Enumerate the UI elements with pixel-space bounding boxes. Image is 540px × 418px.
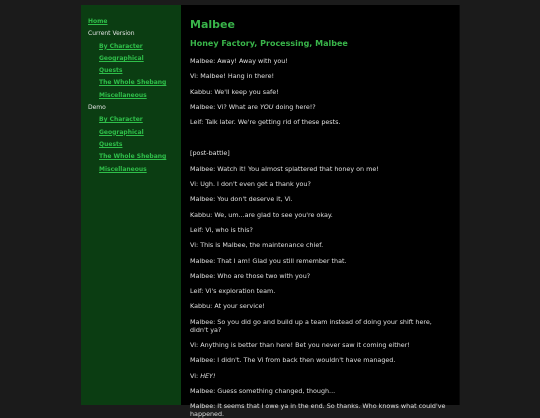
dialogue-text: Malbee: Vi? What are (190, 102, 260, 111)
stage-direction: [post-battle] (190, 149, 230, 158)
dialogue-line: Malbee: That I am! Glad you still remember that. (190, 256, 347, 265)
dialogue-line: Malbee: Watch it! You almost splattered that honey on me! (190, 164, 379, 173)
dialogue-line: Vi: Ugh. I don't even get a thank you? (190, 180, 311, 189)
sidebar-link-demo-whole-shebang[interactable]: The Whole Shebang (99, 153, 167, 161)
page-subtitle: Honey Factory, Processing, Malbee (190, 39, 348, 48)
page-title: Malbee (190, 18, 235, 31)
dialogue-text: doing here!? (273, 102, 316, 111)
dialogue-line: Malbee: Who are those two with you? (190, 271, 311, 280)
dialogue-line: Kabbu: At your service! (190, 302, 265, 311)
dialogue-line: Malbee: Away! Away with you! (190, 57, 288, 65)
sidebar-link-demo-quests[interactable]: Quests (99, 140, 123, 148)
dialogue-line: Malbee: You don't deserve it, Vi. (190, 195, 293, 204)
dialogue-line: Kabbu: We, um...are glad to see you're okay. (190, 210, 333, 219)
dialogue-line: Leif: Vi, who is this? (190, 225, 253, 234)
sidebar-link-demo-by-character[interactable]: By Character (99, 116, 143, 124)
sidebar-link-demo-miscellaneous[interactable]: Miscellaneous (99, 165, 147, 173)
sidebar-link-demo-geographical[interactable]: Geographical (99, 128, 144, 136)
sidebar-link-current-geographical[interactable]: Geographical (99, 54, 144, 62)
dialogue-text: Vi: (190, 371, 201, 380)
dialogue-line: Vi: This is Malbee, the maintenance chief. (190, 241, 324, 250)
dialogue-line: Vi: Anything is better than here! Bet you never saw it coming either! (190, 341, 410, 350)
dialogue-line (190, 372, 451, 380)
sidebar-link-current-miscellaneous[interactable]: Miscellaneous (99, 91, 147, 99)
dialogue-line: Malbee: I didn't. The Vi from back then wouldn't have managed. (190, 356, 396, 365)
dialogue-emphasis: YOU (259, 102, 274, 111)
dialogue-line (190, 103, 451, 111)
sidebar-link-current-by-character[interactable]: By Character (99, 42, 143, 50)
section-spacer (190, 133, 451, 149)
dialogue-line: Leif: Vi's exploration team. (190, 287, 276, 296)
sidebar-link-current-quests[interactable]: Quests (99, 67, 123, 75)
dialogue-line: Vi: Malbee! Hang in there! (190, 72, 275, 81)
dialogue-line: Malbee: Guess something changed, though... (190, 386, 336, 395)
dialogue-emphasis: HEY! (200, 371, 216, 380)
dialogue-line: Kabbu: We'll keep you safe! (190, 87, 279, 96)
dialogue-line: Leif: Talk later. We're getting rid of these pests. (190, 118, 341, 127)
sidebar-link-home[interactable]: Home (88, 18, 108, 25)
sidebar-heading-current-version: Current Version (88, 30, 135, 38)
sidebar-heading-demo: Demo (88, 104, 106, 112)
sidebar-nav (81, 5, 181, 405)
main-content (181, 5, 459, 418)
dialogue-line: Malbee: It seems that I owe ya in the end. So thanks. Who knows what could've happened. (190, 402, 446, 418)
sidebar-link-current-whole-shebang[interactable]: The Whole Shebang (99, 79, 167, 87)
dialogue-line: Malbee: So you did go and build up a team instead of doing your shift here, didn't ya? (190, 317, 432, 334)
